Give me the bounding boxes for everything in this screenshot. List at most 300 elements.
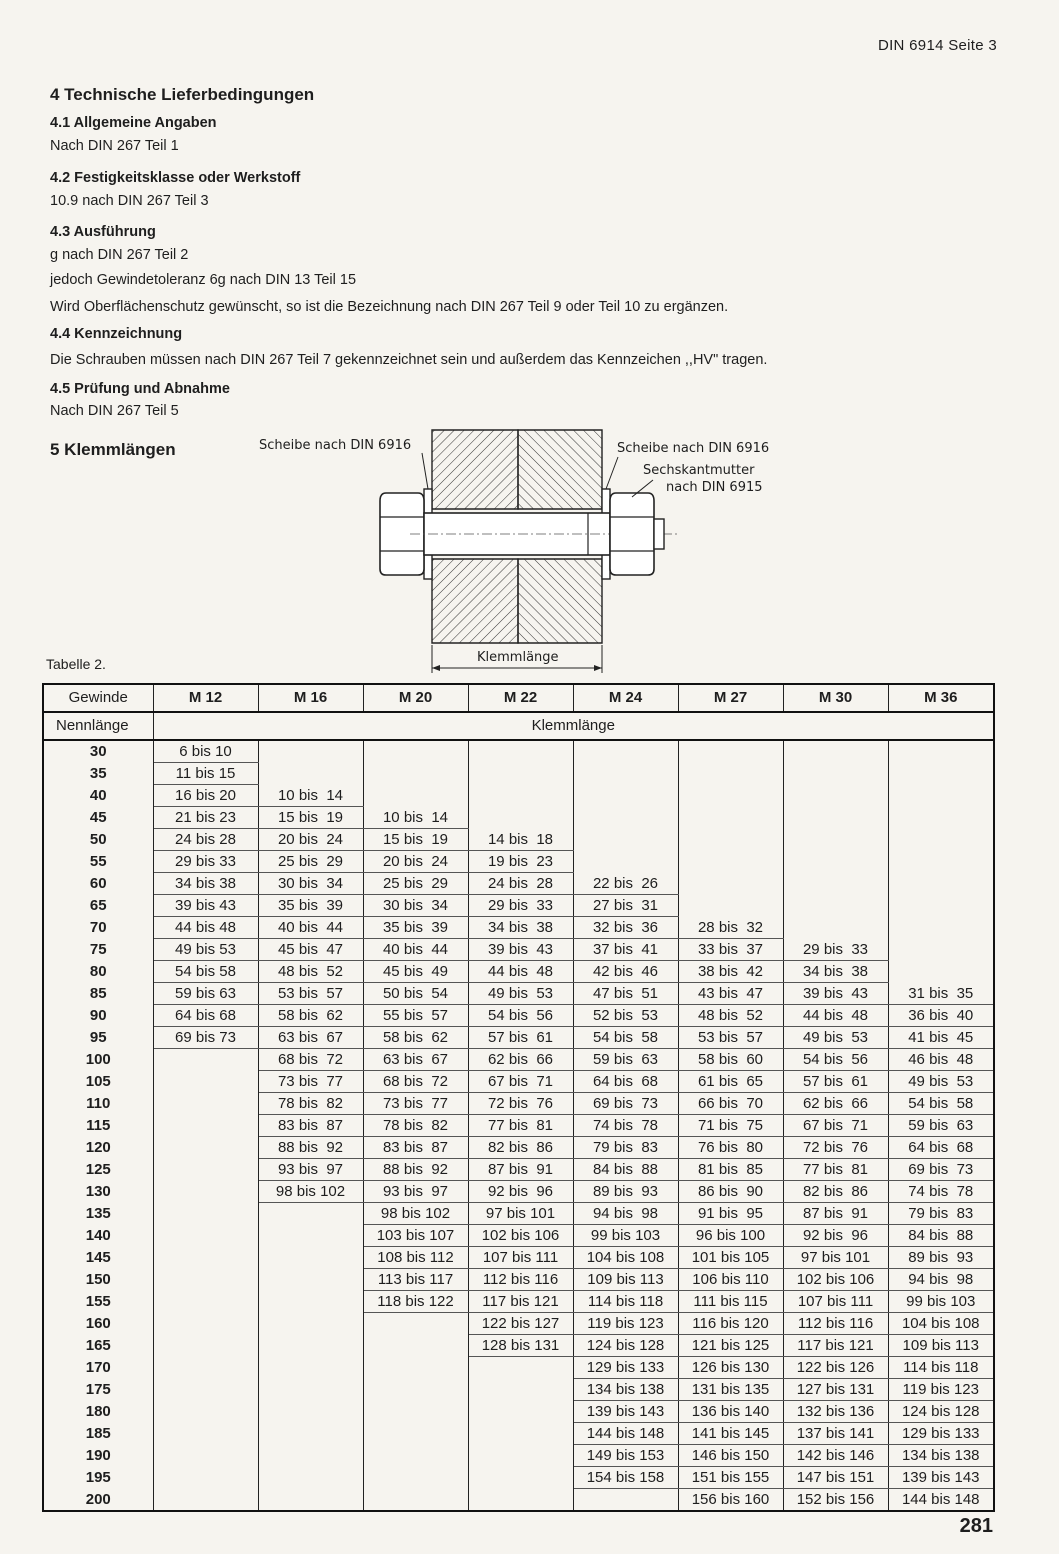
table-row — [43, 1379, 994, 1401]
table-row — [43, 1005, 994, 1027]
clamp-length-cell: 98 bis 102 — [363, 1203, 468, 1225]
label-clamp-length: Klemmlänge — [474, 650, 562, 665]
clamp-length-cell: 79 bis 83 — [573, 1137, 678, 1159]
clamp-length-cell: 34 bis 38 — [783, 961, 888, 983]
clamp-length-cell: 59 bis 63 — [573, 1049, 678, 1071]
clamp-length-cell: 50 bis 54 — [363, 983, 468, 1005]
clamp-length-cell: 40 bis 44 — [363, 939, 468, 961]
clamp-length-cell — [468, 1379, 573, 1401]
header-thread-m30: M 30 — [783, 684, 888, 712]
nominal-length-cell: 155 — [43, 1291, 153, 1313]
clamp-length-cell — [678, 851, 783, 873]
clamp-length-cell: 57 bis 61 — [783, 1071, 888, 1093]
clamp-length-cell: 68 bis 72 — [258, 1049, 363, 1071]
bolt-assembly-diagram — [370, 425, 690, 675]
clamp-length-cell: 53 bis 57 — [678, 1027, 783, 1049]
clamp-length-cell — [258, 1313, 363, 1335]
clamp-length-cell: 81 bis 85 — [678, 1159, 783, 1181]
clamp-length-table — [42, 683, 995, 1512]
clamp-length-cell — [153, 1049, 258, 1071]
table-row — [43, 1467, 994, 1489]
clamp-length-cell: 20 bis 24 — [363, 851, 468, 873]
clamp-length-cell: 30 bis 34 — [363, 895, 468, 917]
clamp-length-cell — [258, 1225, 363, 1247]
bolt-end — [654, 519, 664, 549]
clamp-length-cell: 24 bis 28 — [153, 829, 258, 851]
clamp-length-cell: 147 bis 151 — [783, 1467, 888, 1489]
nominal-length-cell: 80 — [43, 961, 153, 983]
clamp-length-cell — [888, 851, 994, 873]
label-washer-left: Scheibe nach DIN 6916 — [259, 438, 412, 453]
table-row — [43, 1269, 994, 1291]
clamp-length-cell — [258, 1335, 363, 1357]
clamp-length-cell — [783, 740, 888, 763]
clamp-length-cell: 28 bis 32 — [678, 917, 783, 939]
clamp-length-cell: 87 bis 91 — [468, 1159, 573, 1181]
table-row — [43, 939, 994, 961]
table-row — [43, 1335, 994, 1357]
clamp-length-cell — [888, 785, 994, 807]
nominal-length-cell: 85 — [43, 983, 153, 1005]
clamp-length-cell: 82 bis 86 — [783, 1181, 888, 1203]
nominal-length-cell: 195 — [43, 1467, 153, 1489]
clamp-length-cell: 37 bis 41 — [573, 939, 678, 961]
clamp-length-cell: 78 bis 82 — [363, 1115, 468, 1137]
clamp-length-cell — [258, 1357, 363, 1379]
header-thread-m12: M 12 — [153, 684, 258, 712]
header-nennlaenge: Nennlänge — [43, 712, 153, 740]
table-row — [43, 1093, 994, 1115]
clamp-length-cell: 54 bis 56 — [468, 1005, 573, 1027]
clamp-length-cell: 151 bis 155 — [678, 1467, 783, 1489]
clamp-length-cell: 88 bis 92 — [363, 1159, 468, 1181]
clamp-length-cell — [153, 1335, 258, 1357]
nominal-length-cell: 60 — [43, 873, 153, 895]
clamp-length-cell — [258, 740, 363, 763]
clamp-length-cell: 126 bis 130 — [678, 1357, 783, 1379]
table-row — [43, 873, 994, 895]
clamp-length-cell: 35 bis 39 — [258, 895, 363, 917]
clamp-length-cell: 25 bis 29 — [363, 873, 468, 895]
clamp-length-cell — [153, 1247, 258, 1269]
clamp-length-cell: 38 bis 42 — [678, 961, 783, 983]
clamp-length-cell: 117 bis 121 — [783, 1335, 888, 1357]
header-thread-m20: M 20 — [363, 684, 468, 712]
clamp-length-cell: 30 bis 34 — [258, 873, 363, 895]
clamp-length-cell: 22 bis 26 — [573, 873, 678, 895]
clamp-length-cell: 39 bis 43 — [783, 983, 888, 1005]
clamp-length-cell: 101 bis 105 — [678, 1247, 783, 1269]
clamp-length-cell: 55 bis 57 — [363, 1005, 468, 1027]
clamp-length-cell: 99 bis 103 — [888, 1291, 994, 1313]
clamp-length-cell: 27 bis 31 — [573, 895, 678, 917]
clamp-length-cell: 48 bis 52 — [258, 961, 363, 983]
clamp-length-cell: 68 bis 72 — [363, 1071, 468, 1093]
section-4-3-line1: g nach DIN 267 Teil 2 — [50, 247, 189, 263]
table-row — [43, 1115, 994, 1137]
table-row — [43, 961, 994, 983]
clamp-length-cell — [153, 1225, 258, 1247]
clamp-length-cell: 89 bis 93 — [888, 1247, 994, 1269]
section-5-title: 5 Klemmlängen — [50, 440, 176, 459]
clamp-length-cell: 116 bis 120 — [678, 1313, 783, 1335]
nominal-length-cell: 30 — [43, 740, 153, 763]
clamp-length-cell: 46 bis 48 — [888, 1049, 994, 1071]
clamped-part-left-upper — [432, 430, 518, 509]
clamp-length-cell: 47 bis 51 — [573, 983, 678, 1005]
clamp-length-cell: 29 bis 33 — [783, 939, 888, 961]
clamp-length-cell — [888, 829, 994, 851]
clamp-length-cell: 20 bis 24 — [258, 829, 363, 851]
clamp-length-cell — [468, 1357, 573, 1379]
table-row — [43, 1423, 994, 1445]
clamp-length-cell: 11 bis 15 — [153, 763, 258, 785]
clamp-length-cell — [468, 1489, 573, 1512]
table-row — [43, 1225, 994, 1247]
nominal-length-cell: 185 — [43, 1423, 153, 1445]
clamp-length-cell — [573, 785, 678, 807]
nominal-length-cell: 175 — [43, 1379, 153, 1401]
clamp-length-cell: 113 bis 117 — [363, 1269, 468, 1291]
clamp-length-cell: 108 bis 112 — [363, 1247, 468, 1269]
clamp-length-cell: 124 bis 128 — [573, 1335, 678, 1357]
clamp-length-cell: 119 bis 123 — [573, 1313, 678, 1335]
clamp-length-cell: 59 bis 63 — [153, 983, 258, 1005]
clamp-length-cell: 94 bis 98 — [888, 1269, 994, 1291]
clamp-length-cell — [258, 1423, 363, 1445]
clamp-length-cell: 149 bis 153 — [573, 1445, 678, 1467]
table-row — [43, 917, 994, 939]
clamp-length-cell: 89 bis 93 — [573, 1181, 678, 1203]
clamp-length-cell: 67 bis 71 — [468, 1071, 573, 1093]
clamp-length-cell: 94 bis 98 — [573, 1203, 678, 1225]
clamp-length-cell: 104 bis 108 — [573, 1247, 678, 1269]
clamp-length-cell — [258, 1291, 363, 1313]
clamp-length-cell: 25 bis 29 — [258, 851, 363, 873]
table-row — [43, 851, 994, 873]
clamp-length-cell — [153, 1269, 258, 1291]
clamp-length-cell — [888, 961, 994, 983]
clamp-length-cell: 111 bis 115 — [678, 1291, 783, 1313]
section-4-4-text: Die Schrauben müssen nach DIN 267 Teil 7 gekennzeichnet sein und außerdem das Kennzeichen ,,HV" tragen. — [50, 352, 768, 368]
clamp-length-cell: 106 bis 110 — [678, 1269, 783, 1291]
clamp-length-cell: 112 bis 116 — [783, 1313, 888, 1335]
clamp-length-cell — [258, 1401, 363, 1423]
clamp-length-cell: 144 bis 148 — [573, 1423, 678, 1445]
clamp-length-cell: 141 bis 145 — [678, 1423, 783, 1445]
clamp-length-cell: 63 bis 67 — [363, 1049, 468, 1071]
clamp-length-cell: 84 bis 88 — [573, 1159, 678, 1181]
nominal-length-cell: 90 — [43, 1005, 153, 1027]
header-gewinde: Gewinde — [43, 684, 153, 712]
header-thread-m27: M 27 — [678, 684, 783, 712]
header-thread-m24: M 24 — [573, 684, 678, 712]
clamp-length-cell: 32 bis 36 — [573, 917, 678, 939]
clamp-length-cell — [153, 1467, 258, 1489]
clamp-length-cell — [573, 807, 678, 829]
section-4-4-title: 4.4 Kennzeichnung — [50, 326, 183, 342]
clamp-length-cell — [678, 740, 783, 763]
clamp-length-cell: 139 bis 143 — [573, 1401, 678, 1423]
page-number: 281 — [959, 1515, 993, 1537]
clamp-length-cell: 109 bis 113 — [573, 1269, 678, 1291]
clamp-length-cell: 48 bis 52 — [678, 1005, 783, 1027]
clamp-length-cell: 156 bis 160 — [678, 1489, 783, 1512]
clamp-length-cell — [258, 763, 363, 785]
clamp-length-cell: 64 bis 68 — [153, 1005, 258, 1027]
clamp-length-cell: 54 bis 56 — [783, 1049, 888, 1071]
clamp-length-cell: 14 bis 18 — [468, 829, 573, 851]
nominal-length-cell: 55 — [43, 851, 153, 873]
clamp-length-cell: 44 bis 48 — [783, 1005, 888, 1027]
nominal-length-cell: 40 — [43, 785, 153, 807]
clamp-length-cell: 42 bis 46 — [573, 961, 678, 983]
nominal-length-cell: 140 — [43, 1225, 153, 1247]
nominal-length-cell: 200 — [43, 1489, 153, 1512]
clamp-length-cell — [363, 1313, 468, 1335]
section-4-title: 4 Technische Lieferbedingungen — [50, 85, 315, 104]
clamp-length-cell — [153, 1203, 258, 1225]
clamp-length-cell: 152 bis 156 — [783, 1489, 888, 1512]
clamp-length-cell — [783, 873, 888, 895]
clamp-length-cell — [468, 1401, 573, 1423]
clamp-length-cell — [363, 785, 468, 807]
clamp-length-cell: 45 bis 49 — [363, 961, 468, 983]
clamp-length-cell — [153, 1357, 258, 1379]
clamped-part-right-upper — [518, 430, 602, 509]
clamp-length-cell — [258, 1445, 363, 1467]
nominal-length-cell: 130 — [43, 1181, 153, 1203]
clamp-length-cell: 59 bis 63 — [888, 1115, 994, 1137]
table-row — [43, 1401, 994, 1423]
clamp-length-cell: 119 bis 123 — [888, 1379, 994, 1401]
clamp-length-cell — [468, 1423, 573, 1445]
clamp-length-cell — [363, 1445, 468, 1467]
clamp-length-cell — [783, 917, 888, 939]
clamp-length-cell: 97 bis 101 — [783, 1247, 888, 1269]
clamp-length-cell — [573, 851, 678, 873]
clamp-length-cell: 121 bis 125 — [678, 1335, 783, 1357]
clamp-length-cell: 122 bis 127 — [468, 1313, 573, 1335]
clamp-length-cell — [678, 785, 783, 807]
nominal-length-cell: 135 — [43, 1203, 153, 1225]
clamp-length-cell: 35 bis 39 — [363, 917, 468, 939]
clamp-length-cell: 93 bis 97 — [258, 1159, 363, 1181]
clamp-length-cell: 102 bis 106 — [468, 1225, 573, 1247]
clamp-length-cell: 58 bis 62 — [258, 1005, 363, 1027]
clamp-length-cell — [468, 1467, 573, 1489]
clamp-length-cell: 15 bis 19 — [258, 807, 363, 829]
clamp-length-cell: 112 bis 116 — [468, 1269, 573, 1291]
clamp-length-cell — [468, 763, 573, 785]
table-row — [43, 740, 994, 763]
clamp-length-cell: 91 bis 95 — [678, 1203, 783, 1225]
clamp-length-cell: 39 bis 43 — [153, 895, 258, 917]
clamp-length-cell: 77 bis 81 — [783, 1159, 888, 1181]
nominal-length-cell: 65 — [43, 895, 153, 917]
clamp-length-cell: 58 bis 62 — [363, 1027, 468, 1049]
clamp-length-cell — [258, 1489, 363, 1512]
clamp-length-cell: 64 bis 68 — [573, 1071, 678, 1093]
header-thread-m22: M 22 — [468, 684, 573, 712]
clamp-length-cell: 131 bis 135 — [678, 1379, 783, 1401]
hex-nut — [610, 493, 654, 575]
clamp-length-cell: 54 bis 58 — [153, 961, 258, 983]
clamp-length-cell — [573, 740, 678, 763]
nominal-length-cell: 160 — [43, 1313, 153, 1335]
clamp-length-cell: 103 bis 107 — [363, 1225, 468, 1247]
table-row — [43, 1159, 994, 1181]
table-row — [43, 1137, 994, 1159]
clamp-length-cell: 54 bis 58 — [573, 1027, 678, 1049]
nominal-length-cell: 120 — [43, 1137, 153, 1159]
clamp-length-cell: 92 bis 96 — [468, 1181, 573, 1203]
clamp-length-cell — [153, 1423, 258, 1445]
clamp-length-cell: 84 bis 88 — [888, 1225, 994, 1247]
clamp-length-cell: 62 bis 66 — [783, 1093, 888, 1115]
clamp-length-cell: 98 bis 102 — [258, 1181, 363, 1203]
table-row — [43, 895, 994, 917]
table-row — [43, 807, 994, 829]
table-row — [43, 1247, 994, 1269]
clamp-length-cell: 132 bis 136 — [783, 1401, 888, 1423]
clamp-length-cell — [153, 1181, 258, 1203]
clamp-length-cell: 87 bis 91 — [783, 1203, 888, 1225]
table-row — [43, 1071, 994, 1093]
clamp-length-cell: 6 bis 10 — [153, 740, 258, 763]
table-row — [43, 1357, 994, 1379]
clamp-length-cell: 79 bis 83 — [888, 1203, 994, 1225]
clamp-length-cell: 44 bis 48 — [153, 917, 258, 939]
clamp-length-cell — [363, 1423, 468, 1445]
document-reference: DIN 6914 Seite 3 — [877, 37, 997, 54]
clamp-length-cell: 21 bis 23 — [153, 807, 258, 829]
clamp-length-cell: 129 bis 133 — [888, 1423, 994, 1445]
clamp-length-cell: 29 bis 33 — [468, 895, 573, 917]
clamp-length-cell: 107 bis 111 — [783, 1291, 888, 1313]
clamp-length-cell — [153, 1159, 258, 1181]
clamp-length-cell: 154 bis 158 — [573, 1467, 678, 1489]
clamp-length-cell: 34 bis 38 — [153, 873, 258, 895]
clamp-length-cell: 96 bis 100 — [678, 1225, 783, 1247]
table-row — [43, 785, 994, 807]
header-thread-m16: M 16 — [258, 684, 363, 712]
clamp-length-cell: 57 bis 61 — [468, 1027, 573, 1049]
clamp-length-cell — [678, 807, 783, 829]
clamp-length-cell: 74 bis 78 — [888, 1181, 994, 1203]
header-thread-m36: M 36 — [888, 684, 994, 712]
clamp-length-cell — [783, 785, 888, 807]
clamp-length-cell: 72 bis 76 — [468, 1093, 573, 1115]
clamp-length-cell: 58 bis 60 — [678, 1049, 783, 1071]
clamp-length-cell: 92 bis 96 — [783, 1225, 888, 1247]
clamp-length-cell: 114 bis 118 — [888, 1357, 994, 1379]
clamp-length-cell — [468, 740, 573, 763]
clamp-length-cell — [678, 763, 783, 785]
clamped-part-right-lower — [518, 559, 602, 643]
label-nut-line1: Sechskantmutter — [643, 463, 755, 478]
clamp-length-cell — [678, 895, 783, 917]
clamp-length-cell: 72 bis 76 — [783, 1137, 888, 1159]
nominal-length-cell: 115 — [43, 1115, 153, 1137]
clamp-length-cell — [888, 873, 994, 895]
nominal-length-cell: 110 — [43, 1093, 153, 1115]
clamp-length-cell — [888, 917, 994, 939]
clamp-length-cell — [258, 1379, 363, 1401]
label-nut-line2: nach DIN 6915 — [666, 480, 763, 495]
clamp-length-cell: 139 bis 143 — [888, 1467, 994, 1489]
clamp-length-cell: 71 bis 75 — [678, 1115, 783, 1137]
clamp-length-cell — [258, 1203, 363, 1225]
section-4-2-title: 4.2 Festigkeitsklasse oder Werkstoff — [50, 170, 301, 186]
nominal-length-cell: 100 — [43, 1049, 153, 1071]
clamp-length-cell — [888, 740, 994, 763]
table-row — [43, 1027, 994, 1049]
clamp-length-cell — [153, 1379, 258, 1401]
clamp-length-cell — [363, 1335, 468, 1357]
table-subheader-row — [43, 712, 994, 740]
clamp-length-cell: 36 bis 40 — [888, 1005, 994, 1027]
clamp-length-cell: 53 bis 57 — [258, 983, 363, 1005]
clamp-length-cell — [783, 763, 888, 785]
nominal-length-cell: 125 — [43, 1159, 153, 1181]
clamp-length-cell: 49 bis 53 — [888, 1071, 994, 1093]
clamp-length-cell: 78 bis 82 — [258, 1093, 363, 1115]
clamp-length-cell: 117 bis 121 — [468, 1291, 573, 1313]
clamp-length-cell: 69 bis 73 — [573, 1093, 678, 1115]
clamp-length-cell: 146 bis 150 — [678, 1445, 783, 1467]
clamp-length-cell: 39 bis 43 — [468, 939, 573, 961]
clamp-length-cell — [363, 1401, 468, 1423]
clamp-length-cell: 102 bis 106 — [783, 1269, 888, 1291]
section-4-3-line3: Wird Oberflächenschutz gewünscht, so ist die Bezeichnung nach DIN 267 Teil 9 oder Teil 10 zu ergänzen. — [50, 299, 729, 315]
table-row — [43, 763, 994, 785]
clamp-length-cell — [363, 763, 468, 785]
clamp-length-cell: 64 bis 68 — [888, 1137, 994, 1159]
clamp-length-cell: 34 bis 38 — [468, 917, 573, 939]
clamp-length-cell — [153, 1093, 258, 1115]
clamp-length-cell: 24 bis 28 — [468, 873, 573, 895]
clamp-length-cell: 118 bis 122 — [363, 1291, 468, 1313]
clamp-length-cell: 127 bis 131 — [783, 1379, 888, 1401]
header-klemmlaenge: Klemmlänge — [153, 712, 994, 740]
clamp-length-cell: 86 bis 90 — [678, 1181, 783, 1203]
clamp-length-cell — [363, 740, 468, 763]
clamp-length-cell: 109 bis 113 — [888, 1335, 994, 1357]
clamp-length-cell: 134 bis 138 — [888, 1445, 994, 1467]
nominal-length-cell: 50 — [43, 829, 153, 851]
nominal-length-cell: 35 — [43, 763, 153, 785]
clamp-length-cell: 136 bis 140 — [678, 1401, 783, 1423]
clamp-length-cell — [783, 829, 888, 851]
clamp-length-cell: 66 bis 70 — [678, 1093, 783, 1115]
nominal-length-cell: 150 — [43, 1269, 153, 1291]
clamp-length-cell — [363, 1467, 468, 1489]
clamp-length-cell — [153, 1137, 258, 1159]
nominal-length-cell: 190 — [43, 1445, 153, 1467]
clamp-length-cell: 128 bis 131 — [468, 1335, 573, 1357]
clamp-length-cell — [888, 807, 994, 829]
section-4-3-title: 4.3 Ausführung — [50, 224, 156, 240]
clamp-length-cell — [363, 1357, 468, 1379]
clamp-length-cell: 49 bis 53 — [153, 939, 258, 961]
clamp-length-cell — [783, 807, 888, 829]
clamp-length-cell: 124 bis 128 — [888, 1401, 994, 1423]
label-washer-right: Scheibe nach DIN 6916 — [617, 441, 770, 456]
clamp-length-cell: 73 bis 77 — [258, 1071, 363, 1093]
clamp-length-cell: 107 bis 111 — [468, 1247, 573, 1269]
section-4-5-text: Nach DIN 267 Teil 5 — [50, 403, 179, 419]
